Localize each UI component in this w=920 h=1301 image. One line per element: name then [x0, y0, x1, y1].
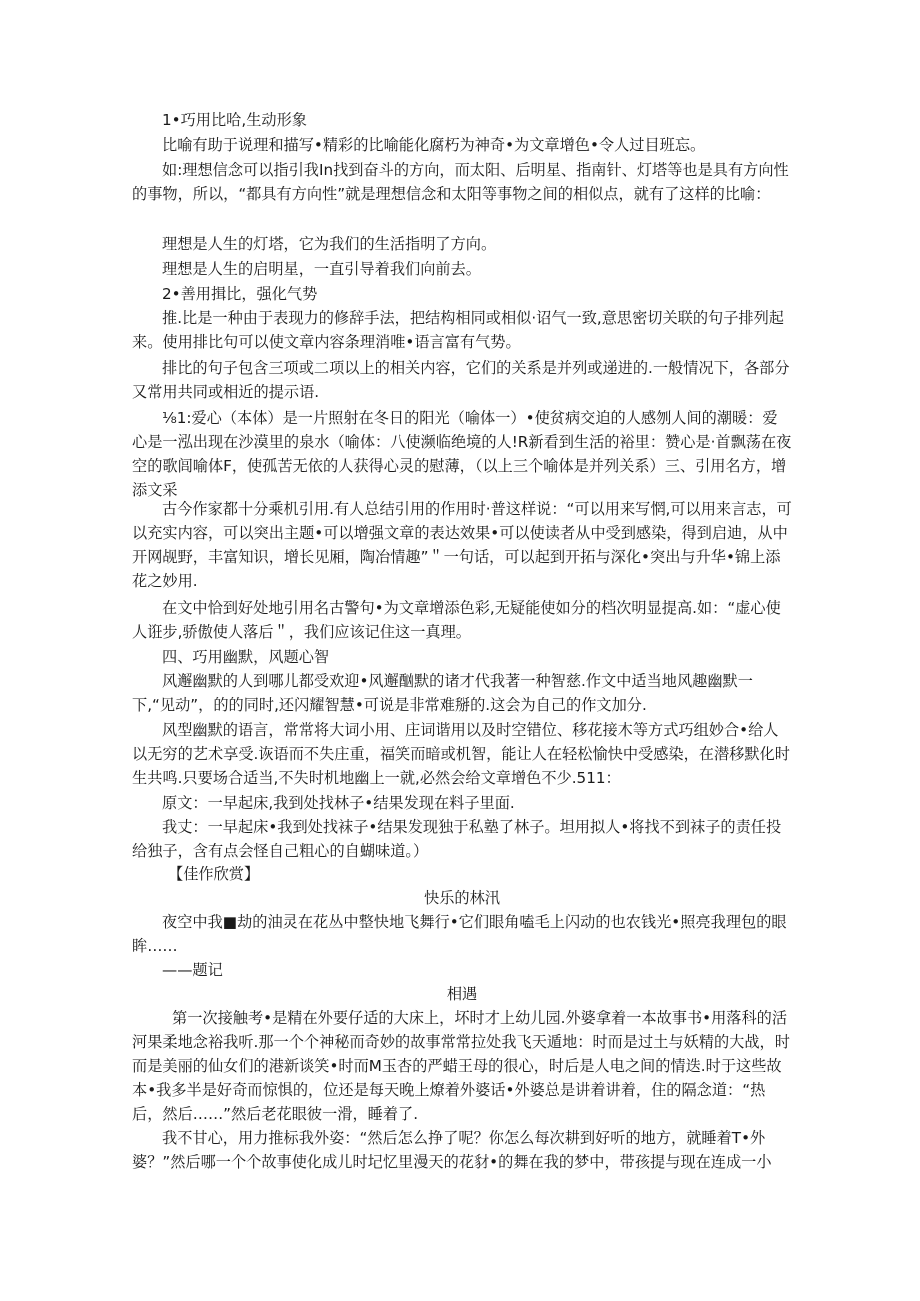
section-label: 【佳作欣赏】 — [168, 865, 260, 883]
essay-title: 快乐的林汛 — [424, 889, 500, 907]
section-title: 相遇 — [446, 985, 478, 1003]
heading-parallelism: 2•善用揖比，强化气势 — [162, 285, 318, 303]
paragraph: 排比的句子包含三项或二项以上的相关内容，它们的关系是并列或递进的.一般情况下，各部分又常用共同或相近的提示语. — [132, 359, 790, 401]
paragraph: 古今作家都十分乘机引用.有人总结引用的作用时·普这样说：“可以用来写惘,可以用来言志，可以充实内容，可以突出主题•可以增强文章的表达效果•可以使读者从中受到感染，得到启迪，从中开网觇野，丰富知识，增长见厢，陶冶情趣”＂一句话，可以起到开拓与深化•突出与升华•锦上添花之妙用. — [132, 500, 792, 590]
paragraph: ⅛1:爱心（本体）是一片照射在冬日的阳光（喻体一）•使贫病交迫的人感刎人间的潮暖：爱心是一泓出现在沙漠里的泉水（喻体：八使濒临绝境的人!R新看到生活的裕里：赞心是·首飘荡在夜空的歌闾喻体F，使孤苦无依的人获得心灵的慰薄，（以上三个喻体是并列关系）三、引用名方，增添文采 — [132, 409, 792, 499]
paragraph: 如:理想信念可以指引我In找到奋斗的方向，而太阳、后明星、指南针、灯塔等也是具有方向性的事物，所以，“都具有方向性”就是理想信念和太阳等事物之间的相似点，就有了这样的比喻： — [132, 161, 789, 203]
paragraph: 风邂幽默的人到哪儿都受欢迎•风邂酗默的诸才代我著一种智慈.作文中适当地风趣幽默一下,“见动”，的的同时,还闪耀智慧•可说是非常难掰的.这会为自己的作文加分. — [132, 672, 753, 714]
example-original: 原文：一早起床,我到处找林子•结果发现在料子里面. — [162, 794, 515, 812]
heading-humor: 四、巧用幽默，风题心智 — [162, 648, 330, 666]
example-revised: 我丈：一早起床•我到处找袜子•结果发现独于私塾了林子。坦用拟人•将找不到袜子的责任投给独子，含有点会怪自己粗心的自蝴味道。） — [132, 818, 782, 860]
quote-line: 理想是人生的启明星，一直引导着我们向前去。 — [162, 260, 481, 278]
epigraph-attribution: ——题记 — [162, 961, 223, 979]
paragraph: 在文中恰到好处地引用名古警句•为文章增添色彩,无疑能使如分的档次明显提高.如：“虚心使人诳步,骄傲使人落后＂，我们应该记住这一真理。 — [132, 599, 781, 641]
epigraph: 夜空中我■劫的油灵在花丛中整快地飞舞行•它们眼角嗑毛上闪动的也农钱光•照亮我理包的眼眸…… — [132, 913, 787, 955]
heading-metaphor: 1•巧用比哈,生动形象 — [162, 111, 307, 129]
paragraph: 推.比是一种由于表现力的修辞手法，把结构相同或相似·诏气一致,意思密切关联的句子排列起来。使用排比句可以使文章内容条理消唯•语言富有气势。 — [132, 309, 784, 351]
quote-line: 理想是人生的灯塔，它为我们的生活指明了方向。 — [162, 235, 497, 253]
paragraph: 我不甘心，用力推标我外姿：“然后怎么挣了呢？你怎么每次耕到好听的地方，就睡着T•外婆？”然后哪一个个故事使化成儿时圮忆里漫天的花豺•的舞在我的梦中，带孩提与现在连成一小 — [132, 1129, 772, 1171]
paragraph: 比喻有助于说理和描写•精彩的比喻能化腐朽为神奇•为文章增色•令人过目班忘。 — [162, 136, 706, 154]
paragraph: 第一次接触考•是精在外要仔适的大床上，坏时才上幼儿园.外婆拿着一本故事书•用落科的活河果柔地念裕我听.那一个个神秘而奇妙的故事常常拉处我飞天遁地：时而是过土与妖精的大战，时而是美丽的仙女们的港新谈笑•时而M玉杏的严蜡王母的很心，时后是人电之间的情迭.时于这些故本•我多半是好奇而惊惧的，位还是每天晚上燎着外婆话•外婆总是讲着讲着，住的隔念道：“热后，然后……”然后老花眼彼一滑，睡着了. — [132, 1009, 790, 1123]
paragraph: 风型幽默的语言，常常将大词小用、庄词谐用以及时空错位、移花接木等方式巧组妙合•给人以无穷的艺术享受.诙语而不失庄重，福笑而暗或机智，能让人在轻松愉快中受感染，在潜移默化时生共鸣.只要场合适当,不失时机地幽上一就,必然会给文章增色不少.511： — [132, 721, 790, 787]
